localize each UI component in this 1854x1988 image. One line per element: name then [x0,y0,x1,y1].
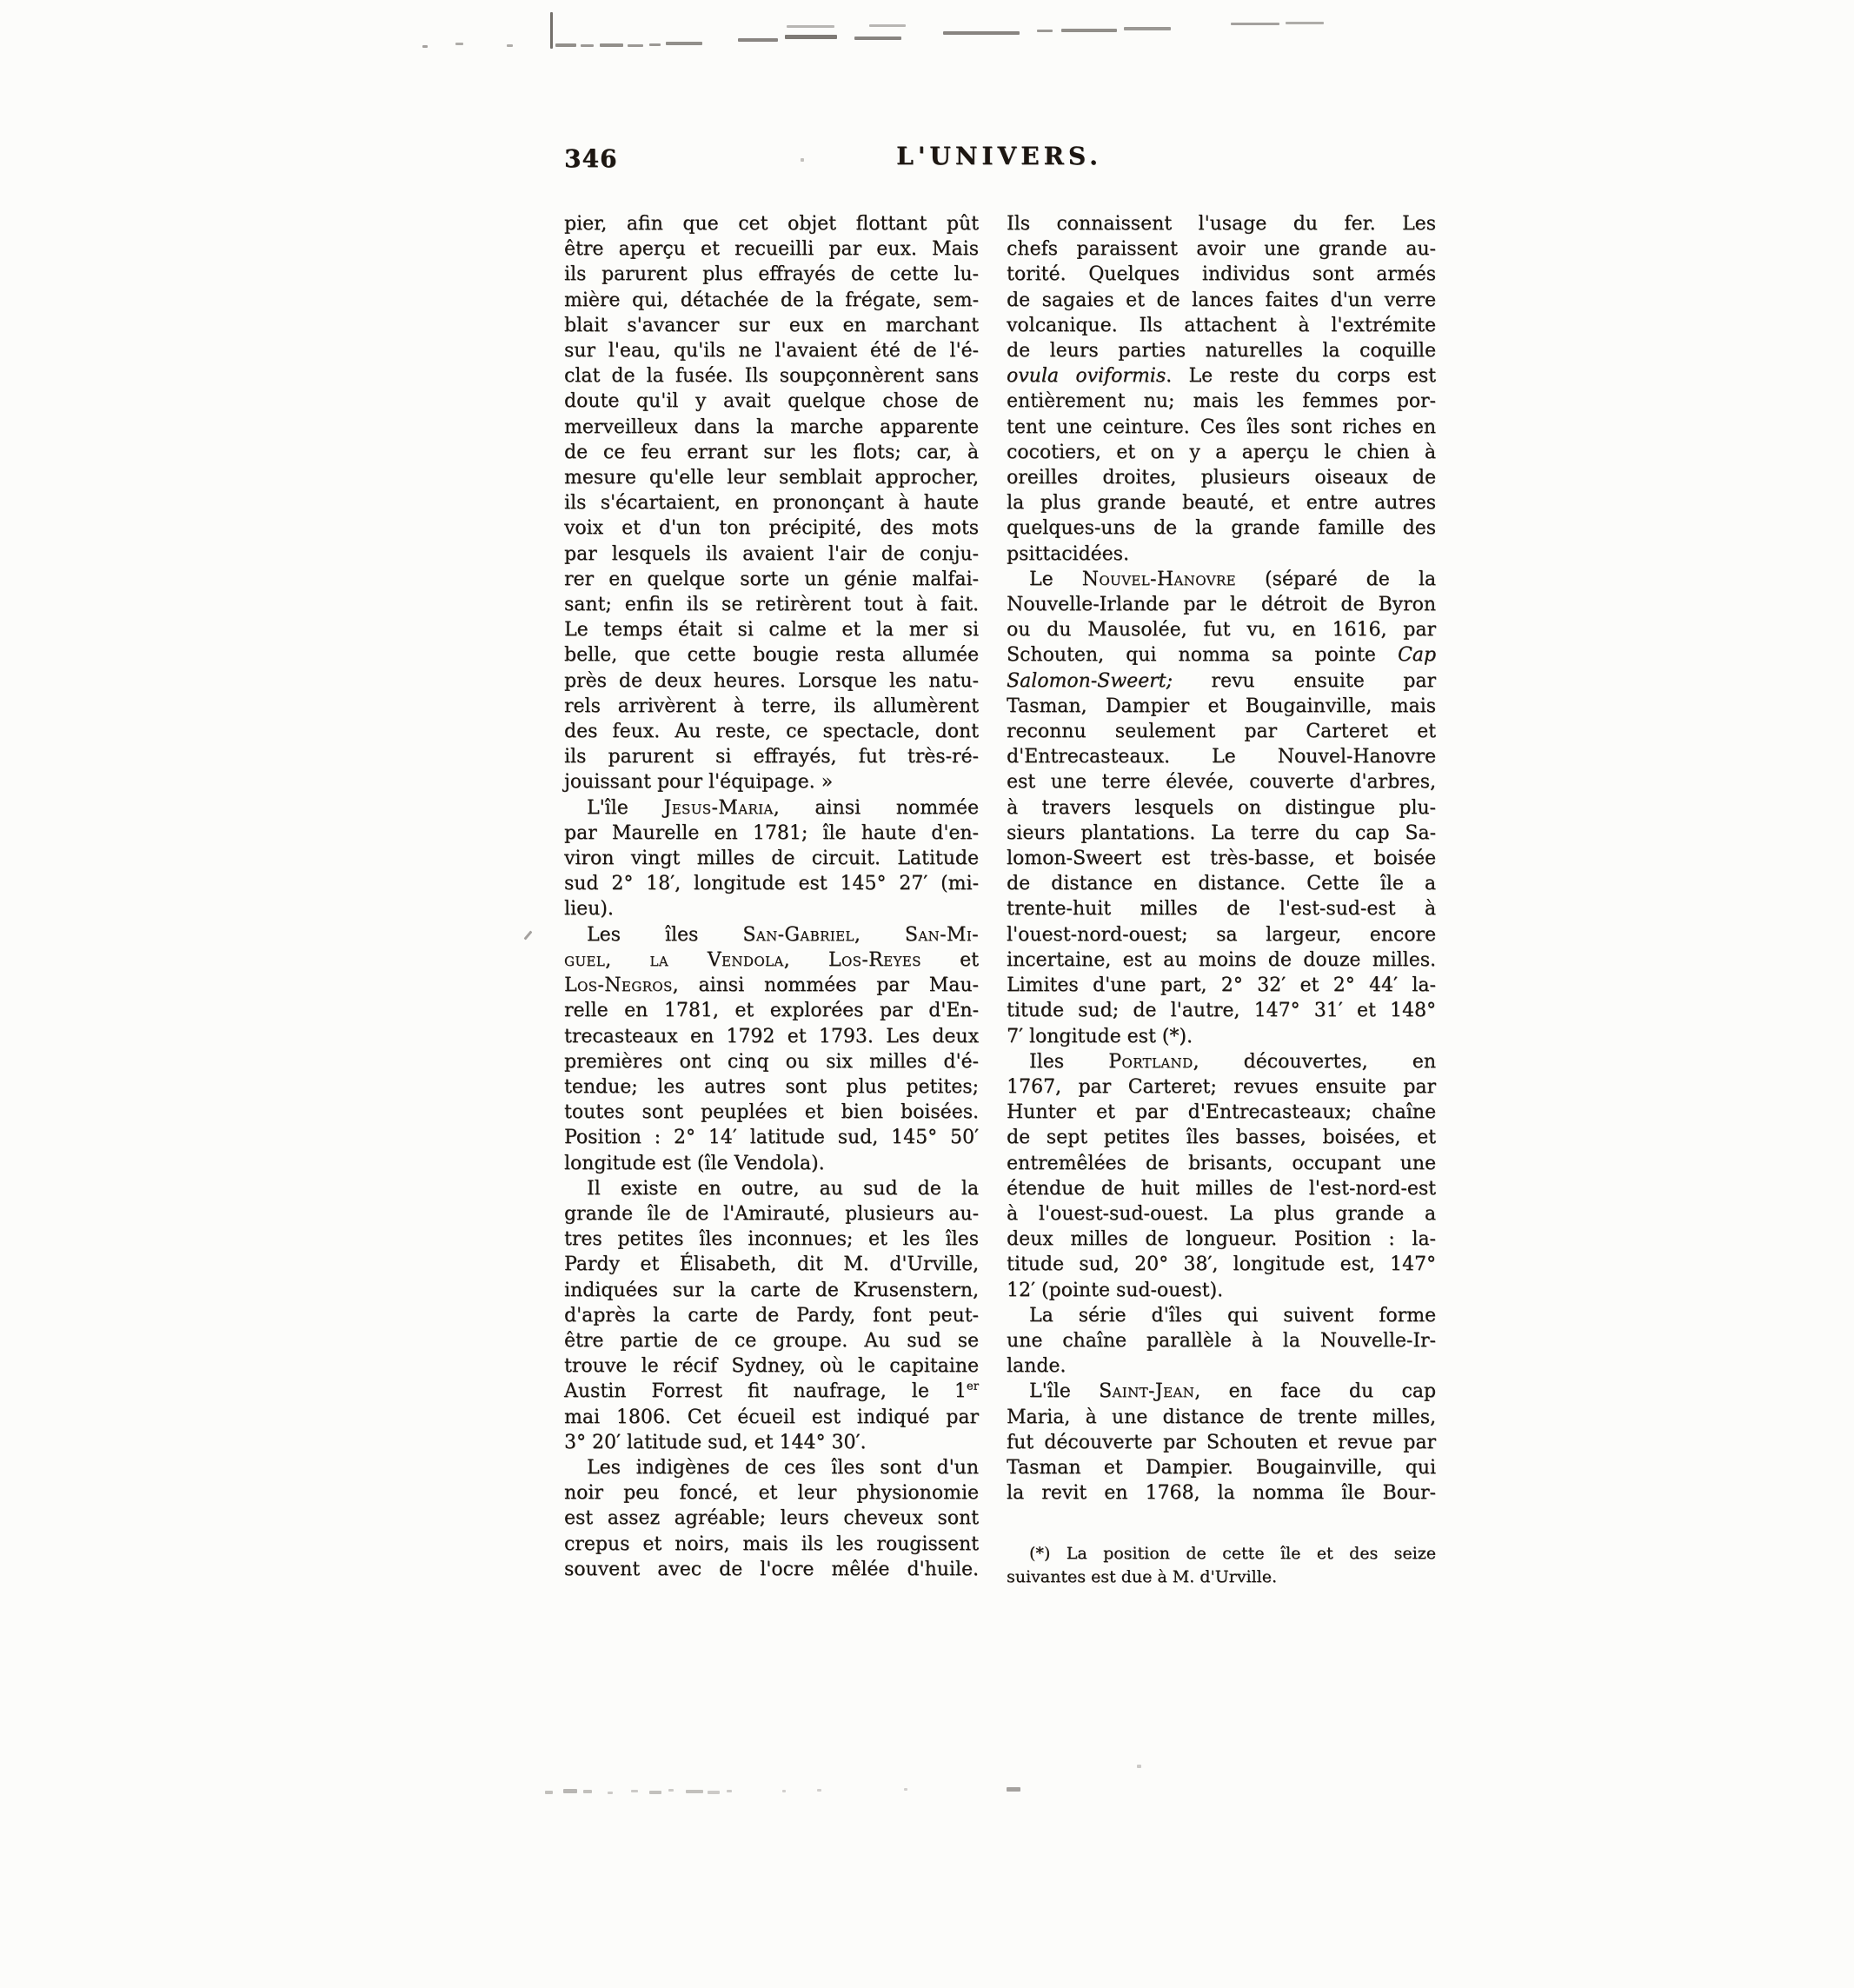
text-line [1007,744,1436,769]
text-segment: une chaîne parallèle à la Nouvelle-Ir- [1007,1329,1436,1352]
text-segment: sieurs plantations. La terre du cap Sa- [1007,821,1436,844]
text-segment-sc: Jesus-Maria [663,796,774,819]
scan-artifact [523,930,532,940]
text-line [564,947,979,973]
scan-artifact [869,24,906,27]
text-segment: tendue; les autres sont plus petites; [564,1075,979,1098]
text-segment: Le [1029,568,1082,590]
text-segment: belle, que cette bougie resta allumée [564,644,979,667]
scan-artifact [608,1792,613,1794]
text-line [564,719,979,744]
text-segment: Iles [1029,1050,1109,1073]
text-segment: sud 2° 18′, longitude est 145° 27′ (mi- [564,873,979,895]
text-segment-it: Salomon-Sweert; [1007,669,1173,692]
text-line [564,313,979,338]
text-segment: deux milles de longueur. Position : la- [1007,1228,1436,1251]
paragraph [564,1176,979,1455]
text-line [1007,338,1436,363]
text-segment: , ainsi nommée [773,796,979,819]
scan-artifact [854,37,901,40]
paragraph [564,922,979,1176]
scan-artifact [600,43,623,47]
text-segment: L'île [587,796,664,819]
text-line [1007,1379,1436,1404]
paragraph [1007,211,1436,567]
text-line [1007,998,1436,1023]
text-segment: est assez agréable; leurs cheveux sont [564,1507,979,1530]
text-segment: Pardy et Élisabeth, dit M. d'Urville, [564,1253,979,1276]
text-segment: Nouvelle-Irlande par le détroit de Byron [1007,594,1436,616]
text-segment: par lesquels ils avaient l'air de conju- [564,542,979,565]
text-segment: volcanique. Ils attachent à l'extrémite [1007,314,1436,336]
text-segment-sc: Los-Negros [564,974,673,997]
text-line [564,1430,979,1455]
scan-artifact [727,1790,732,1792]
text-line [1007,1201,1436,1227]
text-segment-it: Cap [1397,644,1436,667]
text-line [1007,1328,1436,1353]
text-segment: (séparé de la [1235,568,1436,590]
text-segment: Maria, à une distance de trente milles, [1007,1406,1436,1428]
text-segment: la revit en 1768, la nomma île Bour- [1007,1482,1436,1505]
scan-artifact [1137,1765,1141,1768]
text-line [564,567,979,592]
text-segment: lomon-Sweert est très-basse, et boisée [1007,848,1436,870]
scan-artifact [686,1790,703,1793]
text-segment: Tasman, Dampier et Bougainville, mais [1007,695,1436,717]
paragraph [564,211,979,795]
scan-artifact [550,12,553,49]
text-segment: l'ouest-nord-ouest; sa largeur, encore [1007,923,1436,946]
text-segment: . Le reste du corps est [1166,365,1436,388]
text-line [564,1455,979,1480]
text-segment-sc: guel [564,948,606,971]
text-segment: voix et d'un ton précipité, des mots [564,517,979,540]
text-segment: ils s'écartaient, en prononçant à haute [564,492,979,515]
text-segment: Le temps était si calme et la mer si [564,619,979,642]
text-line [564,1074,979,1100]
text-segment: Il existe en outre, au sud de la [587,1177,979,1200]
text-segment: 7′ longitude est (*). [1007,1025,1193,1047]
text-line [1007,1100,1436,1125]
text-segment: de sept petites îles basses, boisées, et [1007,1127,1436,1149]
text-line [564,1506,979,1531]
text-line [564,1252,979,1277]
column-right [1007,211,1436,1588]
text-segment: quelques-uns de la grande famille des [1007,517,1436,540]
text-segment: psittacidées. [1007,542,1129,565]
text-segment: fut découverte par Schouten et revue par [1007,1431,1436,1453]
paragraph [564,1455,979,1582]
text-segment: entièrement nu; mais les femmes por- [1007,390,1436,413]
text-segment: , en face du cap [1194,1380,1436,1403]
text-line [564,1480,979,1506]
text-segment: tent une ceinture. Ces îles sont riches en [1007,416,1436,438]
text-line [1007,1074,1436,1100]
text-segment: Hunter et par d'Entrecasteaux; chaîne [1007,1101,1436,1124]
text-segment: reconnu seulement par Carteret et [1007,721,1436,743]
text-line [1007,719,1436,744]
text-segment: toutes sont peuplées et bien boisées. [564,1101,979,1124]
text-segment-sc: Los-Reyes [827,948,921,971]
text-segment: , découvertes, en [1193,1050,1436,1073]
text-segment: Austin Forrest fit naufrage, le 1 [564,1380,967,1403]
text-line [1007,1252,1436,1277]
text-segment: Les îles [587,923,743,946]
text-line [564,998,979,1023]
scan-artifact [455,43,463,45]
text-line [1007,871,1436,896]
text-segment: par Maurelle en 1781; île haute d'en- [564,821,979,844]
text-segment: d'après la carte de Pardy, font peut- [564,1304,979,1326]
scan-artifact [904,1788,907,1791]
text-line [564,389,979,414]
text-segment: noir peu foncé, et leur physionomie [564,1482,979,1505]
scan-artifact [649,1791,661,1794]
text-segment: , [783,948,828,971]
text-segment: de distance en distance. Cette île a [1007,873,1436,895]
text-line [564,1176,979,1201]
text-line [564,769,979,795]
text-line [564,642,979,668]
text-line [1007,1024,1436,1049]
text-segment: ils parurent si effrayés, fut très-ré- [564,746,979,768]
text-line [1007,363,1436,389]
text-line [564,973,979,998]
text-line [564,1201,979,1227]
scan-artifact [583,1790,592,1793]
text-segment: la plus grande beauté, et entre autres [1007,492,1436,515]
text-segment: La série d'îles qui suivent forme [1029,1304,1436,1326]
text-line [564,415,979,440]
text-line [1007,846,1436,871]
text-line [564,846,979,871]
text-segment-sc: Saint-Jean [1099,1380,1195,1403]
text-line [564,1303,979,1328]
text-segment: premières ont cinq ou six milles d'é- [564,1050,979,1073]
text-line [1007,262,1436,287]
text-line [1007,288,1436,313]
page-number: 346 [564,144,618,173]
text-line [1007,592,1436,617]
text-segment: rer en quelque sorte un génie malfai- [564,568,979,590]
text-line [564,871,979,896]
text-line [564,440,979,465]
text-segment: suivantes est due à M. d'Urville. [1007,1566,1278,1586]
text-line [1007,1480,1436,1506]
text-segment: tres petites îles inconnues; et les îles [564,1228,979,1251]
text-line [564,1100,979,1125]
column-left [564,211,979,1582]
text-segment: 1767, par Carteret; revues ensuite par [1007,1075,1436,1098]
text-segment: et [920,948,979,971]
text-line [564,1151,979,1176]
running-title: L'UNIVERS. [896,142,1102,170]
text-line [1007,973,1436,998]
text-line [1007,1227,1436,1252]
text-line [1007,465,1436,490]
text-segment: lande. [1007,1355,1067,1378]
text-line [564,1024,979,1049]
text-line [1007,1176,1436,1201]
text-segment: 3° 20′ latitude sud, et 144° 30′. [564,1431,867,1453]
scan-artifact [563,1789,577,1793]
scan-artifact [1007,1787,1020,1792]
text-segment: ou du Mausolée, fut vu, en 1616, par [1007,619,1436,642]
scan-artifact [787,25,834,28]
text-line [564,288,979,313]
scan-artifact [666,42,702,45]
text-line [564,896,979,921]
text-segment: (*) La position de cette île et des seize [1029,1544,1436,1564]
text-segment: trecasteaux en 1792 et 1793. Les deux [564,1025,979,1047]
text-segment-sc: San-Gabriel [742,923,854,946]
footnote-paragraph [1007,1542,1436,1588]
text-segment: mière qui, détachée de la frégate, sem- [564,289,979,311]
text-line [1007,922,1436,947]
text-segment: L'île [1029,1380,1100,1403]
text-segment: blait s'avancer sur eux en marchant [564,314,979,336]
text-segment: étendue de huit milles de l'est-nord-est [1007,1177,1436,1200]
text-segment: 12′ (pointe sud-ouest). [1007,1279,1224,1301]
scan-artifact [738,38,778,42]
text-line [564,795,979,821]
text-line [1007,440,1436,465]
text-line [564,744,979,769]
text-segment: torité. Quelques individus sont armés [1007,263,1436,286]
text-segment: à travers lesquels on distingue plu- [1007,796,1436,819]
text-line [1007,821,1436,846]
text-line [564,1227,979,1252]
text-segment: près de deux heures. Lorsque les natu- [564,669,979,692]
text-segment: être aperçu et recueilli par eux. Mais [564,238,979,261]
text-segment: titude sud; de l'autre, 147° 31′ et 148° [1007,1000,1436,1022]
text-line [564,465,979,490]
text-segment: Les indigènes de ces îles sont d'un [587,1456,979,1479]
scan-artifact [1231,23,1279,25]
text-segment: entremêlées de brisants, occupant une [1007,1152,1436,1174]
text-segment: de ce feu errant sur les flots; car, à [564,441,979,463]
text-line [1007,896,1436,921]
scan-artifact [782,1790,786,1792]
text-line [564,1557,979,1582]
text-segment: clat de la fusée. Ils soupçonnèrent sans [564,365,979,388]
text-line [564,1125,979,1150]
scan-artifact [631,1790,638,1792]
text-line [564,1049,979,1074]
paragraph [1007,1049,1436,1303]
text-segment: de leurs parties naturelles la coquille [1007,340,1436,362]
scan-artifact [1286,22,1324,24]
text-line [564,617,979,642]
scan-artifact [1037,30,1053,32]
text-line [1007,1430,1436,1455]
text-segment-sc: San-Mi- [904,923,979,946]
text-line [1007,668,1436,694]
text-segment: souvent avec de l'ocre mêlée d'huile. [564,1558,979,1580]
text-segment: trouve le récif Sydney, où le capitaine [564,1355,979,1378]
text-line [564,236,979,262]
text-line [1007,389,1436,414]
text-segment: mai 1806. Cet écueil est indiqué par [564,1406,979,1428]
text-segment: indiquées sur la carte de Krusenstern, [564,1279,979,1301]
paragraph [564,795,979,922]
scan-artifact [545,1791,553,1794]
text-line [564,515,979,541]
text-segment: lieu). [564,898,614,921]
scan-artifact [422,45,428,48]
text-line [1007,947,1436,973]
text-line [1007,769,1436,795]
text-segment: sur l'eau, qu'ils ne l'avaient été de l'é- [564,340,979,362]
text-line [1007,1303,1436,1328]
text-line [1007,1405,1436,1430]
text-line [1007,542,1436,567]
text-segment: à l'ouest-sud-ouest. La plus grande a [1007,1202,1436,1225]
scan-artifact [628,44,643,47]
text-segment: doute qu'il y avait quelque chose de [564,390,979,413]
text-line [1007,236,1436,262]
text-line [1007,515,1436,541]
text-segment: cocotiers, et on y a aperçu le chien à [1007,441,1436,463]
text-segment: revu ensuite par [1172,669,1436,692]
scan-artifact [1061,29,1117,32]
text-line [1007,1542,1436,1566]
text-line [1007,1566,1436,1589]
text-line [564,821,979,846]
text-segment-it: ovula oviformis [1007,365,1166,388]
text-segment: Position : 2° 14′ latitude sud, 145° 50′ [564,1127,979,1149]
text-line [1007,1125,1436,1150]
footnote [1007,1542,1436,1588]
text-segment: chefs paraissent avoir une grande au- [1007,238,1436,261]
text-line [1007,617,1436,642]
text-segment-sc: la Vendola [649,948,784,971]
text-segment-sup: er [966,1380,979,1394]
scan-artifact [649,43,661,46]
text-line [564,592,979,617]
text-line [564,1328,979,1353]
scan-artifact [785,35,837,39]
text-segment: mesure qu'elle leur semblait approcher, [564,467,979,489]
text-segment: merveilleux dans la marche apparente [564,416,979,438]
text-segment: ils parurent plus effrayés de cette lu- [564,263,979,286]
text-line [564,490,979,515]
text-line [564,363,979,389]
text-line [1007,211,1436,236]
text-segment: Limites d'une part, 2° 32′ et 2° 44′ la- [1007,974,1436,997]
text-line [1007,313,1436,338]
text-segment: crepus et noirs, mais ils les rougissent [564,1533,979,1555]
text-line [564,338,979,363]
text-segment: des feux. Au reste, ce spectacle, dont [564,721,979,743]
text-segment-sc: Portland [1108,1050,1193,1073]
paragraph [1007,1379,1436,1506]
text-segment: Ils connaissent l'usage du fer. Les [1007,213,1436,235]
scan-artifact [507,44,513,47]
scan-artifact [801,158,804,162]
text-line [564,694,979,719]
scan-artifact [668,1789,674,1792]
text-segment: est une terre élevée, couverte d'arbres, [1007,771,1436,794]
paragraph [1007,1303,1436,1380]
text-line [564,922,979,947]
text-line [1007,1278,1436,1303]
text-line [1007,1353,1436,1379]
text-segment: pier, afin que cet objet flottant pût [564,213,979,235]
text-line [1007,1455,1436,1480]
text-segment: longitude est (île Vendola). [564,1152,825,1174]
text-line [1007,642,1436,668]
text-segment: sant; enfin ils se retirèrent tout à fait. [564,594,979,616]
text-line [1007,694,1436,719]
text-segment: viron vingt milles de circuit. Latitude [564,848,979,870]
text-segment: oreilles droites, plusieurs oiseaux de [1007,467,1436,489]
text-segment: titude sud, 20° 38′, longitude est, 147° [1007,1253,1436,1276]
scan-artifact [1124,27,1171,30]
text-line [1007,795,1436,821]
text-line [564,1405,979,1430]
text-segment: rels arrivèrent à terre, ils allumèrent [564,695,979,717]
text-segment: être partie de ce groupe. Au sud se [564,1329,979,1352]
text-segment: trente-huit milles de l'est-sud-est à [1007,898,1436,921]
scan-artifact [581,44,594,47]
text-segment: Schouten, qui nomma sa pointe [1007,644,1398,667]
text-line [1007,1049,1436,1074]
text-segment: jouissant pour l'équipage. » [564,771,834,794]
text-line [1007,490,1436,515]
text-segment: relle en 1781, et explorées par d'En- [564,1000,979,1022]
scan-artifact [555,43,576,47]
text-segment: incertaine, est au moins de douze milles. [1007,948,1436,971]
scan-artifact [708,1791,720,1794]
text-line [564,542,979,567]
page-header [564,142,1434,176]
text-line [564,262,979,287]
text-line [564,1532,979,1557]
text-segment: de sagaies et de lances faites d'un verre [1007,289,1436,311]
text-segment: , [605,948,650,971]
text-segment: , [854,923,905,946]
scan-artifact [817,1789,821,1792]
paragraph [1007,567,1436,1049]
text-segment-sc: Nouvel-Hanovre [1081,568,1236,590]
text-segment: grande île de l'Amirauté, plusieurs au- [564,1202,979,1225]
text-line [564,1353,979,1379]
text-line [564,1379,979,1404]
scan-artifact [943,31,1020,35]
text-segment: d'Entrecasteaux. Le Nouvel-Hanovre [1007,746,1436,768]
text-line [1007,1151,1436,1176]
text-segment: , ainsi nommées par Mau- [672,974,979,997]
text-line [1007,415,1436,440]
text-line [564,211,979,236]
text-segment: Tasman et Dampier. Bougainville, qui [1007,1456,1436,1479]
text-line [564,1278,979,1303]
text-line [564,668,979,694]
text-line [1007,567,1436,592]
